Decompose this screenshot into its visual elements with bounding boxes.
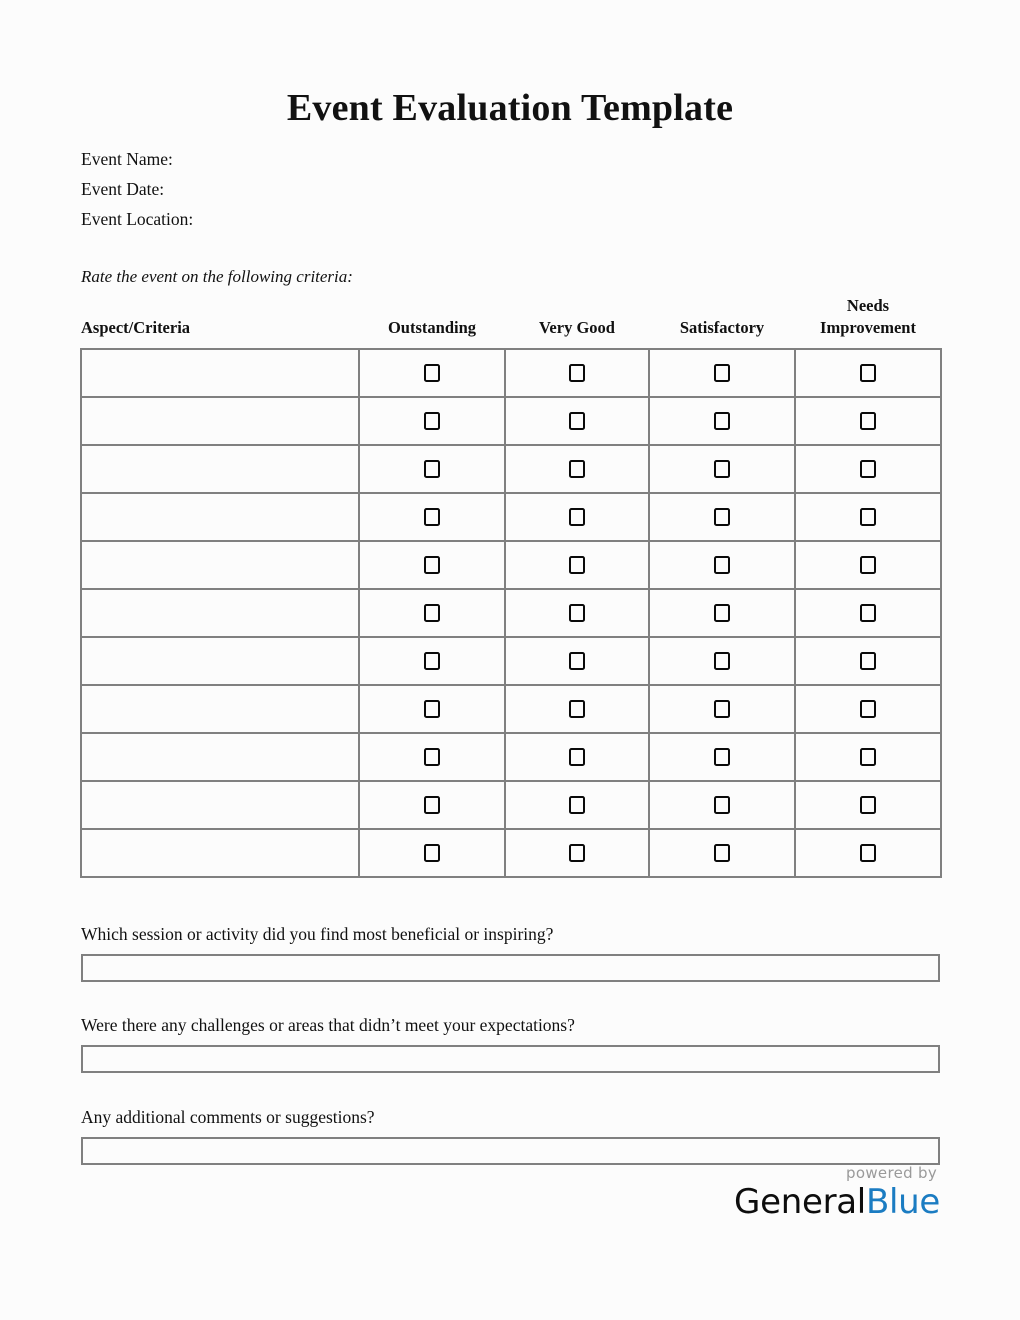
rating-cell[interactable]: [795, 733, 941, 781]
checkbox-icon[interactable]: [860, 556, 876, 574]
aspect-criteria-input[interactable]: [81, 349, 359, 397]
checkbox-icon[interactable]: [569, 556, 585, 574]
rating-cell[interactable]: [505, 541, 649, 589]
rating-cell[interactable]: [359, 445, 505, 493]
table-row: [81, 829, 941, 877]
checkbox-icon[interactable]: [714, 652, 730, 670]
rating-cell[interactable]: [505, 685, 649, 733]
rating-cell[interactable]: [649, 493, 795, 541]
table-row: [81, 685, 941, 733]
rating-cell[interactable]: [649, 733, 795, 781]
checkbox-icon[interactable]: [424, 508, 440, 526]
header-aspect-criteria: Aspect/Criteria: [81, 318, 191, 337]
aspect-criteria-input[interactable]: [81, 493, 359, 541]
rating-cell[interactable]: [649, 685, 795, 733]
checkbox-icon[interactable]: [569, 412, 585, 430]
rating-cell[interactable]: [359, 349, 505, 397]
checkbox-icon[interactable]: [569, 796, 585, 814]
rating-table-body: [81, 349, 941, 877]
rating-cell[interactable]: [795, 493, 941, 541]
checkbox-icon[interactable]: [860, 460, 876, 478]
rating-cell[interactable]: [505, 493, 649, 541]
checkbox-icon[interactable]: [860, 364, 876, 382]
checkbox-icon[interactable]: [569, 604, 585, 622]
table-row: [81, 445, 941, 493]
table-row: [81, 781, 941, 829]
checkbox-icon[interactable]: [714, 748, 730, 766]
table-row: [81, 589, 941, 637]
rating-cell[interactable]: [649, 445, 795, 493]
checkbox-icon[interactable]: [860, 508, 876, 526]
answer-input-2[interactable]: [81, 1045, 940, 1073]
generalblue-logo: [620, 1164, 940, 1222]
checkbox-icon[interactable]: [569, 700, 585, 718]
checkbox-icon[interactable]: [714, 412, 730, 430]
rating-cell[interactable]: [795, 589, 941, 637]
rating-cell[interactable]: [359, 541, 505, 589]
checkbox-icon[interactable]: [569, 652, 585, 670]
checkbox-icon[interactable]: [860, 412, 876, 430]
checkbox-icon[interactable]: [424, 844, 440, 862]
checkbox-icon[interactable]: [860, 604, 876, 622]
question-text-2: Were there any challenges or areas that didn’t meet your expectations?: [81, 1015, 575, 1035]
checkbox-icon[interactable]: [714, 460, 730, 478]
checkbox-icon[interactable]: [569, 508, 585, 526]
rating-cell[interactable]: [795, 349, 941, 397]
checkbox-icon[interactable]: [569, 748, 585, 766]
rating-cell[interactable]: [649, 829, 795, 877]
aspect-criteria-input[interactable]: [81, 397, 359, 445]
question-text-1: Which session or activity did you find most beneficial or inspiring?: [81, 924, 554, 944]
page-title: Event Evaluation Template: [286, 87, 734, 130]
rating-cell[interactable]: [359, 781, 505, 829]
question-text-3: Any additional comments or suggestions?: [81, 1107, 375, 1127]
event-name-label: Event Name:: [81, 149, 173, 169]
aspect-criteria-input[interactable]: [81, 637, 359, 685]
rating-cell[interactable]: [649, 781, 795, 829]
rating-cell[interactable]: [359, 685, 505, 733]
checkbox-icon[interactable]: [714, 364, 730, 382]
table-row: [81, 349, 941, 397]
checkbox-icon[interactable]: [424, 796, 440, 814]
rating-cell[interactable]: [795, 637, 941, 685]
brand-wordmark: [620, 1182, 940, 1222]
checkbox-icon[interactable]: [714, 508, 730, 526]
table-row: [81, 733, 941, 781]
rating-cell[interactable]: [505, 349, 649, 397]
rating-table: [80, 295, 942, 878]
rating-cell[interactable]: [359, 829, 505, 877]
rating-cell[interactable]: [795, 781, 941, 829]
header-needs-improvement-line2: Improvement: [820, 318, 916, 337]
aspect-criteria-input[interactable]: [81, 733, 359, 781]
question-block-2: [81, 1013, 940, 1073]
checkbox-icon[interactable]: [569, 364, 585, 382]
checkbox-icon[interactable]: [714, 604, 730, 622]
brand-blue-text: Blue: [865, 1182, 940, 1222]
aspect-criteria-input[interactable]: [81, 541, 359, 589]
aspect-criteria-input[interactable]: [81, 781, 359, 829]
header-needs-improvement: [795, 295, 941, 349]
rating-cell[interactable]: [795, 541, 941, 589]
checkbox-icon[interactable]: [714, 556, 730, 574]
rating-cell[interactable]: [649, 637, 795, 685]
checkbox-icon[interactable]: [860, 844, 876, 862]
rating-instruction: Rate the event on the following criteria:: [81, 267, 353, 286]
rating-cell[interactable]: [505, 445, 649, 493]
rating-cell[interactable]: [649, 397, 795, 445]
rating-cell[interactable]: [359, 733, 505, 781]
checkbox-icon[interactable]: [714, 796, 730, 814]
header-needs-improvement-line1: Needs: [846, 296, 890, 315]
table-row: [81, 397, 941, 445]
rating-cell[interactable]: [505, 397, 649, 445]
checkbox-icon[interactable]: [424, 700, 440, 718]
brand-general-text: General: [734, 1182, 866, 1222]
checkbox-icon[interactable]: [860, 796, 876, 814]
rating-cell[interactable]: [795, 445, 941, 493]
answer-input-1[interactable]: [81, 954, 940, 982]
rating-cell[interactable]: [649, 589, 795, 637]
checkbox-icon[interactable]: [714, 700, 730, 718]
checkbox-icon[interactable]: [424, 460, 440, 478]
rating-cell[interactable]: [649, 541, 795, 589]
rating-cell[interactable]: [505, 829, 649, 877]
rating-cell[interactable]: [359, 493, 505, 541]
checkbox-icon[interactable]: [860, 700, 876, 718]
event-meta-fields: [81, 144, 581, 234]
rating-cell[interactable]: [359, 589, 505, 637]
question-block-1: [81, 922, 940, 982]
question-block-3: [81, 1105, 940, 1165]
checkbox-icon[interactable]: [424, 652, 440, 670]
rating-cell[interactable]: [649, 349, 795, 397]
checkbox-icon[interactable]: [424, 748, 440, 766]
header-outstanding: Outstanding: [387, 318, 477, 337]
table-row: [81, 637, 941, 685]
rating-cell[interactable]: [795, 829, 941, 877]
rating-cell[interactable]: [505, 589, 649, 637]
checkbox-icon[interactable]: [714, 844, 730, 862]
header-satisfactory: Satisfactory: [679, 318, 765, 337]
event-date-label: Event Date:: [81, 179, 165, 199]
checkbox-icon[interactable]: [860, 652, 876, 670]
event-location-label: Event Location:: [81, 209, 194, 229]
rating-cell[interactable]: [795, 397, 941, 445]
rating-cell[interactable]: [795, 685, 941, 733]
powered-by-label: powered by: [846, 1164, 937, 1182]
aspect-criteria-input[interactable]: [81, 829, 359, 877]
table-header-row: [81, 295, 941, 349]
checkbox-icon[interactable]: [569, 844, 585, 862]
aspect-criteria-input[interactable]: [81, 685, 359, 733]
rating-cell[interactable]: [505, 733, 649, 781]
table-row: [81, 541, 941, 589]
checkbox-icon[interactable]: [424, 364, 440, 382]
checkbox-icon[interactable]: [860, 748, 876, 766]
rating-cell[interactable]: [505, 781, 649, 829]
checkbox-icon[interactable]: [424, 412, 440, 430]
rating-table-header: [81, 295, 941, 349]
aspect-criteria-input[interactable]: [81, 589, 359, 637]
aspect-criteria-input[interactable]: [81, 445, 359, 493]
table-row: [81, 493, 941, 541]
rating-cell[interactable]: [359, 397, 505, 445]
answer-input-3[interactable]: [81, 1137, 940, 1165]
rating-cell[interactable]: [505, 637, 649, 685]
checkbox-icon[interactable]: [424, 556, 440, 574]
checkbox-icon[interactable]: [569, 460, 585, 478]
header-very-good: Very Good: [539, 318, 615, 337]
rating-cell[interactable]: [359, 637, 505, 685]
checkbox-icon[interactable]: [424, 604, 440, 622]
